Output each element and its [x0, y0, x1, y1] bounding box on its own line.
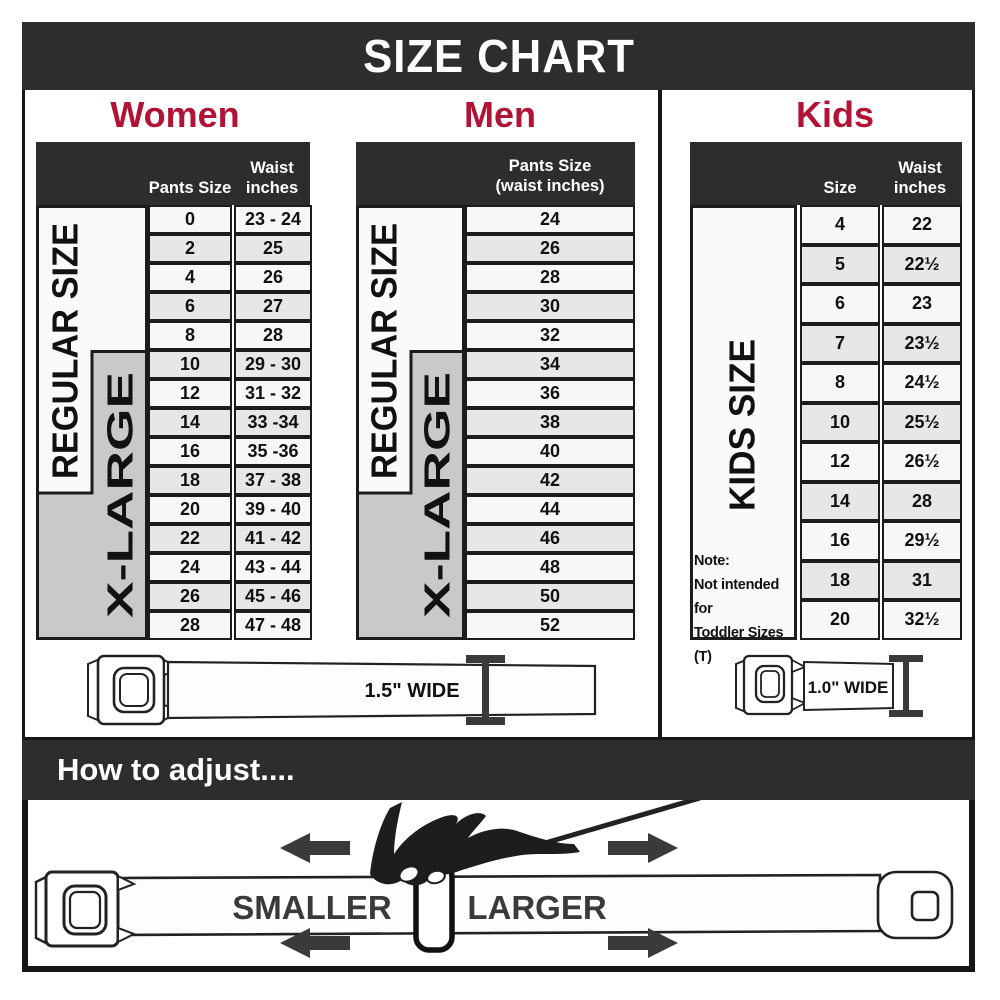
men-xlarge-label: X-LARGE [416, 456, 458, 618]
waist-cell: 26 [234, 263, 312, 292]
adjust-heading-bar [22, 740, 975, 800]
size-cell: 0 [148, 205, 232, 234]
size-cell: 48 [465, 553, 635, 582]
table-row [148, 611, 312, 640]
kids-table [800, 205, 964, 640]
size-cell: 10 [148, 350, 232, 379]
table-row [800, 442, 964, 482]
size-cell: 6 [148, 292, 232, 321]
table-row [465, 553, 635, 582]
table-row [465, 379, 635, 408]
size-cell: 14 [800, 482, 880, 522]
adjust-buckle-button-inner [70, 892, 100, 928]
arrow-right-top [608, 833, 678, 863]
women-xlarge-label: X-LARGE [99, 456, 141, 618]
size-cell: 24 [465, 205, 635, 234]
adjust-heading: How to adjust.... [57, 752, 295, 787]
smaller-label: SMALLER [232, 889, 392, 926]
size-cell: 20 [800, 600, 880, 640]
kids-buckle-button-inner [761, 671, 779, 697]
size-cell: 38 [465, 408, 635, 437]
table-row [465, 234, 635, 263]
waist-cell: 37 - 38 [234, 466, 312, 495]
women-section-title: Women [110, 94, 240, 135]
table-row [800, 284, 964, 324]
kids-table-header [690, 142, 962, 205]
table-row [148, 205, 312, 234]
table-row [800, 600, 964, 640]
waist-cell: 39 - 40 [234, 495, 312, 524]
kids-belt-illustration [730, 650, 940, 730]
waist-cell: 29½ [882, 521, 962, 561]
adjust-belt-tip-slot [912, 892, 938, 920]
men-col-header-line1: Pants Size [508, 156, 592, 175]
table-row [800, 561, 964, 601]
kids-width-measure-mark [889, 655, 923, 717]
kids-col1-header: Size [823, 179, 857, 198]
size-cell: 52 [465, 611, 635, 640]
table-row [800, 363, 964, 403]
size-cell: 6 [800, 284, 880, 324]
larger-label: LARGER [467, 889, 607, 926]
waist-cell: 41 - 42 [234, 524, 312, 553]
size-cell: 24 [148, 553, 232, 582]
size-cell: 36 [465, 379, 635, 408]
men-col-header [465, 156, 635, 197]
women-col1-header: Pants Size [148, 179, 232, 198]
waist-cell: 31 - 32 [234, 379, 312, 408]
size-cell: 42 [465, 466, 635, 495]
waist-cell: 47 - 48 [234, 611, 312, 640]
table-row [148, 582, 312, 611]
women-regular-label: REGULAR SIZE [44, 210, 86, 479]
size-cell: 50 [465, 582, 635, 611]
table-row [800, 324, 964, 364]
kids-col2-header: Waist inches [893, 158, 947, 198]
men-section-title: Men [464, 94, 536, 135]
size-cell: 44 [465, 495, 635, 524]
size-cell: 28 [148, 611, 232, 640]
waist-cell: 27 [234, 292, 312, 321]
table-row [148, 321, 312, 350]
table-row [465, 524, 635, 553]
arrow-left-top [280, 833, 350, 863]
kids-note-line2: Not intended for [694, 576, 780, 617]
waist-cell: 22 [882, 205, 962, 245]
table-row [148, 553, 312, 582]
kids-belt-width-label: 1.0" WIDE [807, 678, 889, 697]
adult-belt-illustration [80, 648, 620, 732]
size-cell: 16 [800, 521, 880, 561]
page-title: SIZE CHART [362, 30, 635, 82]
waist-cell: 25½ [882, 403, 962, 443]
waist-cell: 35 -36 [234, 437, 312, 466]
table-row [465, 466, 635, 495]
table-row [800, 403, 964, 443]
size-cell: 34 [465, 350, 635, 379]
women-table-header [36, 142, 310, 205]
table-row [148, 379, 312, 408]
section-divider [658, 90, 662, 740]
table-row [148, 263, 312, 292]
waist-cell: 22½ [882, 245, 962, 285]
kids-section-title: Kids [795, 94, 874, 135]
men-col-header-line2: (waist inches) [495, 177, 605, 196]
table-row [800, 521, 964, 561]
women-col2-header: Waist inches [245, 158, 299, 198]
kids-size-label: KIDS SIZE [721, 334, 763, 511]
size-cell: 8 [148, 321, 232, 350]
table-row [465, 321, 635, 350]
men-regular-label: REGULAR SIZE [363, 210, 405, 479]
size-cell: 20 [148, 495, 232, 524]
table-row [148, 292, 312, 321]
adjust-illustration [28, 800, 969, 966]
size-cell: 18 [800, 561, 880, 601]
men-size-range-graphic [356, 205, 465, 640]
size-cell: 7 [800, 324, 880, 364]
size-cell: 2 [148, 234, 232, 263]
table-row [148, 524, 312, 553]
waist-cell: 28 [882, 482, 962, 522]
waist-cell: 29 - 30 [234, 350, 312, 379]
waist-cell: 24½ [882, 363, 962, 403]
waist-cell: 33 -34 [234, 408, 312, 437]
waist-cell: 31 [882, 561, 962, 601]
table-row [465, 611, 635, 640]
size-cell: 40 [465, 437, 635, 466]
size-cell: 28 [465, 263, 635, 292]
table-row [800, 482, 964, 522]
table-row [465, 205, 635, 234]
men-table [465, 205, 635, 640]
men-table-header [356, 142, 635, 205]
size-cell: 5 [800, 245, 880, 285]
waist-cell: 45 - 46 [234, 582, 312, 611]
kids-note-line1: Note: [694, 553, 730, 569]
table-row [148, 495, 312, 524]
table-row [465, 263, 635, 292]
table-row [148, 408, 312, 437]
size-cell: 14 [148, 408, 232, 437]
size-cell: 22 [148, 524, 232, 553]
size-cell: 18 [148, 466, 232, 495]
table-row [465, 582, 635, 611]
table-row [465, 350, 635, 379]
waist-cell: 32½ [882, 600, 962, 640]
women-table [148, 205, 312, 640]
table-row [465, 408, 635, 437]
hand-illustration [370, 802, 580, 885]
table-row [148, 466, 312, 495]
waist-cell: 25 [234, 234, 312, 263]
women-size-range-graphic [36, 205, 148, 640]
size-cell: 30 [465, 292, 635, 321]
size-cell: 4 [800, 205, 880, 245]
size-cell: 10 [800, 403, 880, 443]
table-row [465, 437, 635, 466]
waist-cell: 23 - 24 [234, 205, 312, 234]
kids-note-line3: Toddler Sizes (T) [694, 624, 784, 665]
waist-cell: 26½ [882, 442, 962, 482]
waist-cell: 43 - 44 [234, 553, 312, 582]
size-cell: 32 [465, 321, 635, 350]
waist-cell: 23 [882, 284, 962, 324]
adult-belt-width-label: 1.5" WIDE [364, 680, 460, 702]
table-row [800, 245, 964, 285]
table-row [800, 205, 964, 245]
size-cell: 26 [465, 234, 635, 263]
table-row [465, 495, 635, 524]
waist-cell: 23½ [882, 324, 962, 364]
size-cell: 8 [800, 363, 880, 403]
size-cell: 4 [148, 263, 232, 292]
title-bar [22, 22, 975, 90]
table-row [148, 234, 312, 263]
waist-cell: 28 [234, 321, 312, 350]
table-row [465, 292, 635, 321]
size-cell: 12 [148, 379, 232, 408]
table-row [148, 350, 312, 379]
size-cell: 26 [148, 582, 232, 611]
size-cell: 12 [800, 442, 880, 482]
size-cell: 46 [465, 524, 635, 553]
adult-buckle-button-inner [120, 674, 148, 706]
table-row [148, 437, 312, 466]
size-cell: 16 [148, 437, 232, 466]
